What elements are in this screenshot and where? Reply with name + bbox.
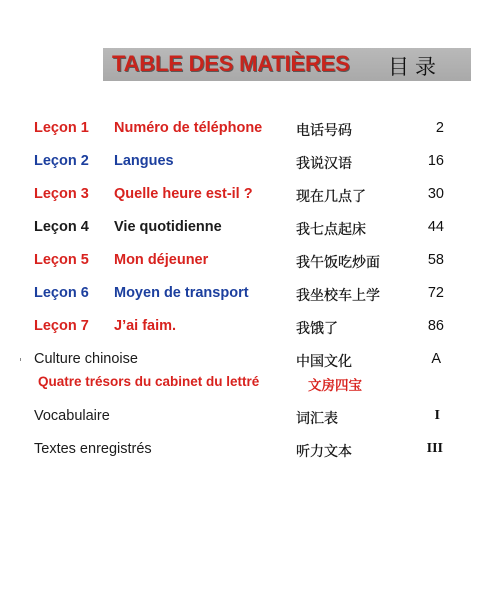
lesson-title-chinese: 我坐校车上学 <box>296 288 380 304</box>
lesson-label: Leçon 3 <box>34 186 89 202</box>
lesson-label: Leçon 1 <box>34 120 89 136</box>
lesson-label: Leçon 6 <box>34 285 89 301</box>
page-title-chinese: 目录 <box>388 55 442 79</box>
section-title-chinese: 听力文本 <box>296 444 352 460</box>
toc-row-lesson-1[interactable] <box>0 120 500 144</box>
lesson-title: Mon déjeuner <box>114 252 209 268</box>
lesson-title: Langues <box>114 153 174 169</box>
page-number: A <box>431 351 441 367</box>
section-title: Culture chinoise <box>34 351 138 367</box>
subsection-title: Quatre trésors du cabinet du lettré <box>38 374 260 389</box>
toc-row-culture[interactable] <box>0 351 500 375</box>
subsection-title-chinese: 文房四宝 <box>308 378 362 394</box>
page-number: 16 <box>427 153 444 169</box>
lesson-title: Moyen de transport <box>114 285 249 301</box>
page-number: 30 <box>427 186 444 202</box>
page-number: 58 <box>427 252 444 268</box>
lesson-title-chinese: 现在几点了 <box>296 189 366 205</box>
toc-row-vocabulary[interactable] <box>0 408 500 432</box>
page-number: 44 <box>427 219 444 235</box>
page-number: 2 <box>435 120 444 136</box>
toc-row-lesson-7[interactable] <box>0 318 500 342</box>
toc-row-lesson-4[interactable] <box>0 219 500 243</box>
lesson-label: Leçon 7 <box>34 318 89 334</box>
toc-row-culture-sub[interactable] <box>0 374 500 398</box>
page-title: TABLE DES MATIÈRES <box>112 51 350 76</box>
lesson-title-chinese: 我午饭吃炒面 <box>296 255 380 271</box>
section-title-chinese: 词汇表 <box>296 411 338 427</box>
page-number: 86 <box>427 318 444 334</box>
lesson-title: Numéro de téléphone <box>114 120 263 136</box>
page-number: III <box>426 441 443 456</box>
section-title: Textes enregistrés <box>34 441 152 457</box>
lesson-label: Leçon 2 <box>34 153 89 169</box>
page-number: I <box>434 408 440 423</box>
lesson-title-chinese: 我说汉语 <box>296 156 352 172</box>
toc-row-lesson-3[interactable] <box>0 186 500 210</box>
toc-row-lesson-2[interactable] <box>0 153 500 177</box>
lesson-title: Quelle heure est-il ? <box>114 186 253 202</box>
lesson-title-chinese: 我七点起床 <box>296 222 366 238</box>
lesson-label: Leçon 5 <box>34 252 89 268</box>
toc-row-lesson-5[interactable] <box>0 252 500 276</box>
toc-row-lesson-6[interactable] <box>0 285 500 309</box>
lesson-title-chinese: 电话号码 <box>296 123 352 139</box>
page-number: 72 <box>427 285 444 301</box>
lesson-title-chinese: 我饿了 <box>296 321 338 337</box>
lesson-label: Leçon 4 <box>34 219 89 235</box>
lesson-title: Vie quotidienne <box>114 219 222 235</box>
toc-row-recordings[interactable] <box>0 441 500 465</box>
lesson-title: J’ai faim. <box>114 318 177 334</box>
section-title: Vocabulaire <box>34 408 110 424</box>
section-title-chinese: 中国文化 <box>296 354 352 370</box>
